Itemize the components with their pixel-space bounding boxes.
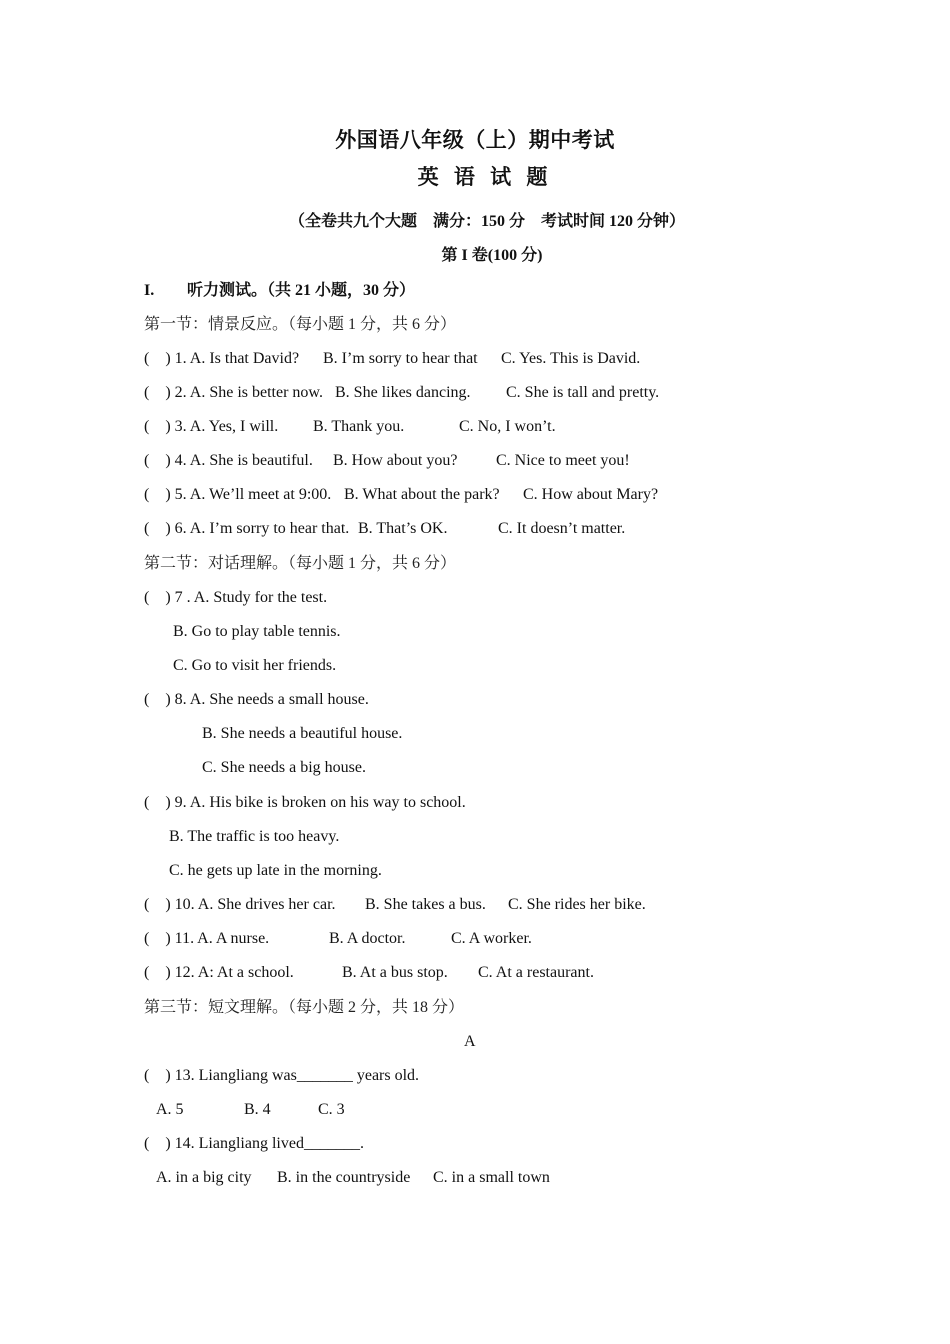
question-13-option-c: C. 3 [318,1101,345,1118]
question-11-option-c: C. A worker. [451,930,532,947]
question-3: ( ) 3. A. Yes, I will. [144,418,279,435]
question-13: ( ) 13. Liangliang was_______ years old. [144,1067,420,1084]
question-11: ( ) 11. A. A nurse. [144,930,270,947]
question-8: ( ) 8. A. She needs a small house. [144,691,369,708]
question-13-option-b: B. 4 [244,1101,271,1118]
question-12-option-b: B. At a bus stop. [342,964,448,981]
question-12-option-c: C. At a restaurant. [478,964,594,981]
question-7-option-c: C. Go to visit her friends. [173,657,337,674]
question-2-option-b: B. She likes dancing. [335,384,471,401]
question-9: ( ) 9. A. His bike is broken on his way to school. [144,794,466,811]
question-6-option-b: B. That’s OK. [358,520,448,537]
question-14-option-a: A. in a big city [156,1169,252,1186]
question-3-option-c: C. No, I won’t. [459,418,556,435]
question-10-option-b: B. She takes a bus. [365,896,486,913]
question-10: ( ) 10. A. She drives her car. [144,896,336,913]
question-14: ( ) 14. Liangliang lived_______. [144,1135,364,1152]
question-14-option-c: C. in a small town [433,1169,550,1186]
question-8-option-b: B. She needs a beautiful house. [202,725,403,742]
passage-label: A [464,1033,476,1050]
question-12: ( ) 12. A: At a school. [144,964,294,981]
exam-subtitle: 英 语 试 题 [417,165,553,189]
question-5-option-c: C. How about Mary? [523,486,659,503]
question-1-option-c: C. Yes. This is David. [501,350,641,367]
question-7-option-b: B. Go to play table tennis. [173,623,341,640]
question-4-option-b: B. How about you? [333,452,458,469]
question-9-option-b: B. The traffic is too heavy. [169,828,340,845]
exam-title: 外国语八年级（上）期中考试 [335,128,615,152]
part-heading: 听力测试。（共 21 小题，30 分） [187,282,416,299]
question-11-option-b: B. A doctor. [329,930,406,947]
section-1-heading: 第一节：情景反应。（每小题 1 分，共 6 分） [144,316,457,333]
question-1-option-b: B. I’m sorry to hear that [323,350,478,367]
question-2-option-c: C. She is tall and pretty. [506,384,660,401]
question-9-option-c: C. he gets up late in the morning. [169,862,382,879]
question-4: ( ) 4. A. She is beautiful. [144,452,313,469]
question-10-option-c: C. She rides her bike. [508,896,646,913]
volume-heading: 第 I 卷(100 分) [441,247,543,264]
question-1: ( ) 1. A. Is that David? [144,350,300,367]
question-7: ( ) 7 . A. Study for the test. [144,589,328,606]
question-8-option-c: C. She needs a big house. [202,759,366,776]
section-2-heading: 第二节：对话理解。（每小题 1 分，共 6 分） [144,555,457,572]
exam-info: （全卷共九个大题 满分：150 分 考试时间 120 分钟） [288,213,685,230]
question-6: ( ) 6. A. I’m sorry to hear that. [144,520,350,537]
question-2: ( ) 2. A. She is better now. [144,384,323,401]
question-4-option-c: C. Nice to meet you! [496,452,630,469]
question-3-option-b: B. Thank you. [313,418,405,435]
question-5-option-b: B. What about the park? [344,486,500,503]
question-6-option-c: C. It doesn’t matter. [498,520,626,537]
section-3-heading: 第三节：短文理解。（每小题 2 分，共 18 分） [144,999,465,1016]
question-14-option-b: B. in the countryside [277,1169,411,1186]
part-number: I. [144,282,155,299]
question-13-option-a: A. 5 [156,1101,184,1118]
question-5: ( ) 5. A. We’ll meet at 9:00. [144,486,332,503]
